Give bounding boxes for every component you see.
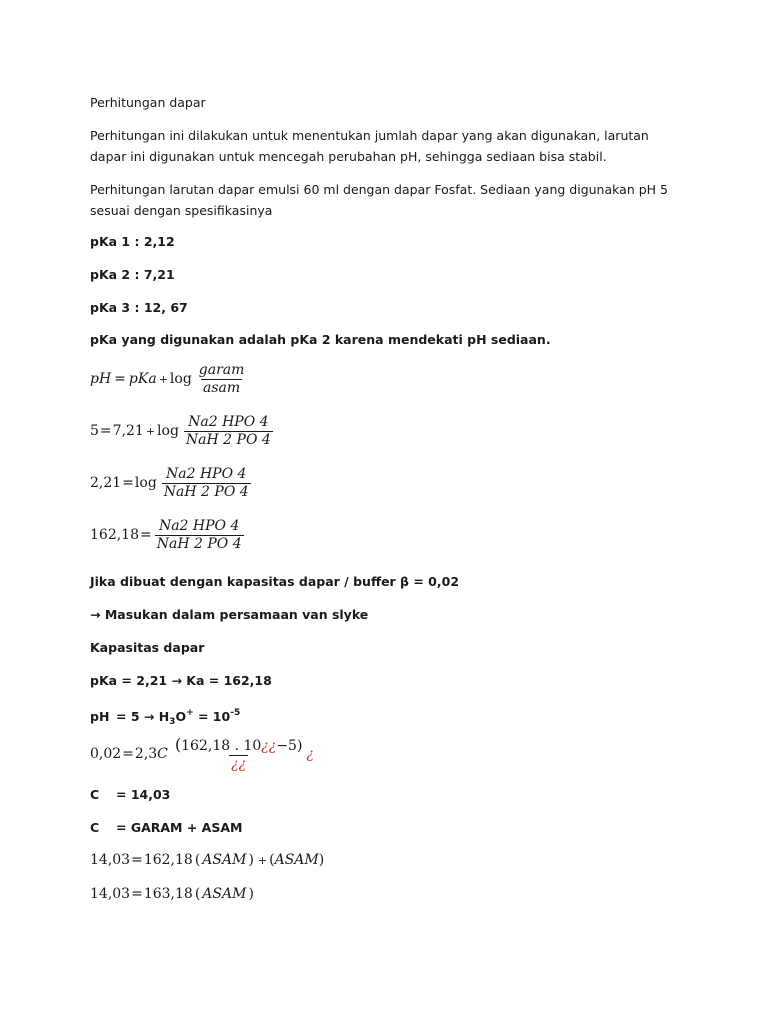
ph-text2: O	[175, 709, 187, 724]
equation-henderson	[90, 362, 248, 397]
eq4-numerator: Na2 HPO 4	[158, 518, 240, 534]
document-heading: Perhitungan dapar	[90, 95, 206, 110]
eq4-equals: =	[140, 527, 152, 543]
pka1-line: pKa 1 : 2,12	[90, 234, 175, 249]
eq2-mid: 7,21	[112, 423, 144, 439]
eq3-lhs: 2,21	[90, 475, 122, 491]
eq2-log: log	[157, 423, 179, 439]
eq5-num-red: ¿¿	[261, 738, 277, 754]
eq5-numerator	[173, 736, 305, 755]
c-formula-line	[90, 817, 670, 838]
eq5-equals: =	[122, 746, 134, 762]
eq2-lhs: 5	[90, 423, 99, 439]
eq6-plus: +	[257, 854, 268, 867]
equation-asam-total: 14,03 = 163,18 ( ASAM )	[90, 884, 256, 905]
buffer-capacity-line: Jika dibuat dengan kapasitas dapar / buffer β = 0,02	[90, 574, 460, 589]
c1-value: = 14,03	[116, 787, 171, 802]
eq1-mid: pKa	[128, 371, 157, 387]
c1-label: C	[90, 787, 100, 802]
equation-garam-asam: 14,03 = 162,18 ( ASAM ) + ( ASAM )	[90, 850, 324, 871]
eq5-c: C	[157, 746, 168, 762]
eq3-fraction	[162, 466, 251, 501]
ph-text3: = 10	[193, 709, 231, 724]
eq1-plus: +	[158, 373, 168, 386]
eq6-equals: =	[131, 852, 143, 868]
eq5-num-a: 162,18 . 10	[181, 738, 262, 754]
kapasitas-heading: Kapasitas dapar	[90, 640, 205, 655]
eq7-asam: ASAM	[202, 886, 247, 902]
eq5-rhs: 2,3	[134, 746, 158, 762]
eq1-log: log	[169, 371, 192, 387]
eq5-num-b: −5)	[276, 738, 303, 754]
pka-ka-line: pKa = 2,21 → Ka = 162,18	[90, 673, 272, 688]
description-paragraph: Perhitungan larutan dapar emulsi 60 ml dengan dapar Fosfat. Sediaan yang digunakan pH 5 sesuai dengan spesifikasinya	[90, 182, 668, 218]
eq2-plus: +	[145, 425, 156, 438]
c2-label: C	[90, 820, 100, 835]
c-value-line	[90, 784, 670, 805]
eq1-equals: =	[114, 371, 126, 387]
pka-note: pKa yang digunakan adalah pKa 2 karena mendekati pH sediaan.	[90, 332, 551, 347]
eq6-a: 162,18	[143, 852, 193, 868]
eq2-numerator: Na2 HPO 4	[188, 414, 269, 430]
ph-line	[90, 703, 670, 733]
eq3-denominator: NaH 2 PO 4	[163, 484, 249, 500]
ph-label: pH	[90, 709, 110, 724]
eq5-lhs: 0,02	[90, 746, 122, 762]
equation-van-slyke	[90, 736, 314, 773]
eq3-numerator: Na2 HPO 4	[166, 466, 247, 482]
eq4-lhs: 162,18	[90, 527, 139, 543]
intro-paragraph: Perhitungan ini dilakukan untuk menentukan jumlah dapar yang akan digunakan, larutan dapar ini digunakan untuk mencegah perubahan pH, sehingga sediaan bisa stabil.	[90, 128, 649, 164]
van-slyke-line: → Masukan dalam persamaan van slyke	[90, 607, 369, 622]
eq5-denominator	[229, 755, 248, 773]
eq6-asam2: ASAM	[274, 852, 319, 868]
equation-ratio	[90, 518, 246, 553]
ph-sub: 3	[169, 717, 176, 727]
eq6-lhs: 14,03	[90, 852, 131, 868]
eq5-den-red: ¿¿	[231, 756, 247, 772]
eq2-equals: =	[99, 423, 112, 439]
eq5-trail: ¿	[306, 746, 314, 762]
ph-sup1: +	[186, 708, 194, 718]
eq2-fraction	[184, 414, 273, 449]
eq4-fraction	[155, 518, 244, 553]
ph-sup2: -5	[230, 708, 241, 718]
eq3-equals: =	[122, 475, 134, 491]
eq1-denominator: asam	[203, 380, 241, 396]
eq1-fraction	[197, 362, 247, 397]
c2-value: = GARAM + ASAM	[116, 820, 243, 835]
ph-text1: = 5 → H	[116, 709, 170, 724]
eq6-asam: ASAM	[202, 852, 247, 868]
eq7-equals: =	[131, 886, 143, 902]
eq7-a: 163,18	[143, 886, 193, 902]
eq5-fraction	[173, 736, 305, 773]
pka2-line: pKa 2 : 7,21	[90, 267, 175, 282]
eq4-denominator: NaH 2 PO 4	[156, 536, 242, 552]
pka3-line: pKa 3 : 12, 67	[90, 300, 188, 315]
eq3-log: log	[134, 475, 157, 491]
eq2-denominator: NaH 2 PO 4	[185, 432, 271, 448]
eq7-lhs: 14,03	[90, 886, 131, 902]
eq5-open-paren: (	[174, 735, 182, 754]
eq1-lhs: pH	[90, 371, 112, 387]
equation-log-ratio	[90, 466, 253, 501]
equation-substituted	[90, 414, 275, 449]
eq1-numerator: garam	[198, 362, 245, 378]
